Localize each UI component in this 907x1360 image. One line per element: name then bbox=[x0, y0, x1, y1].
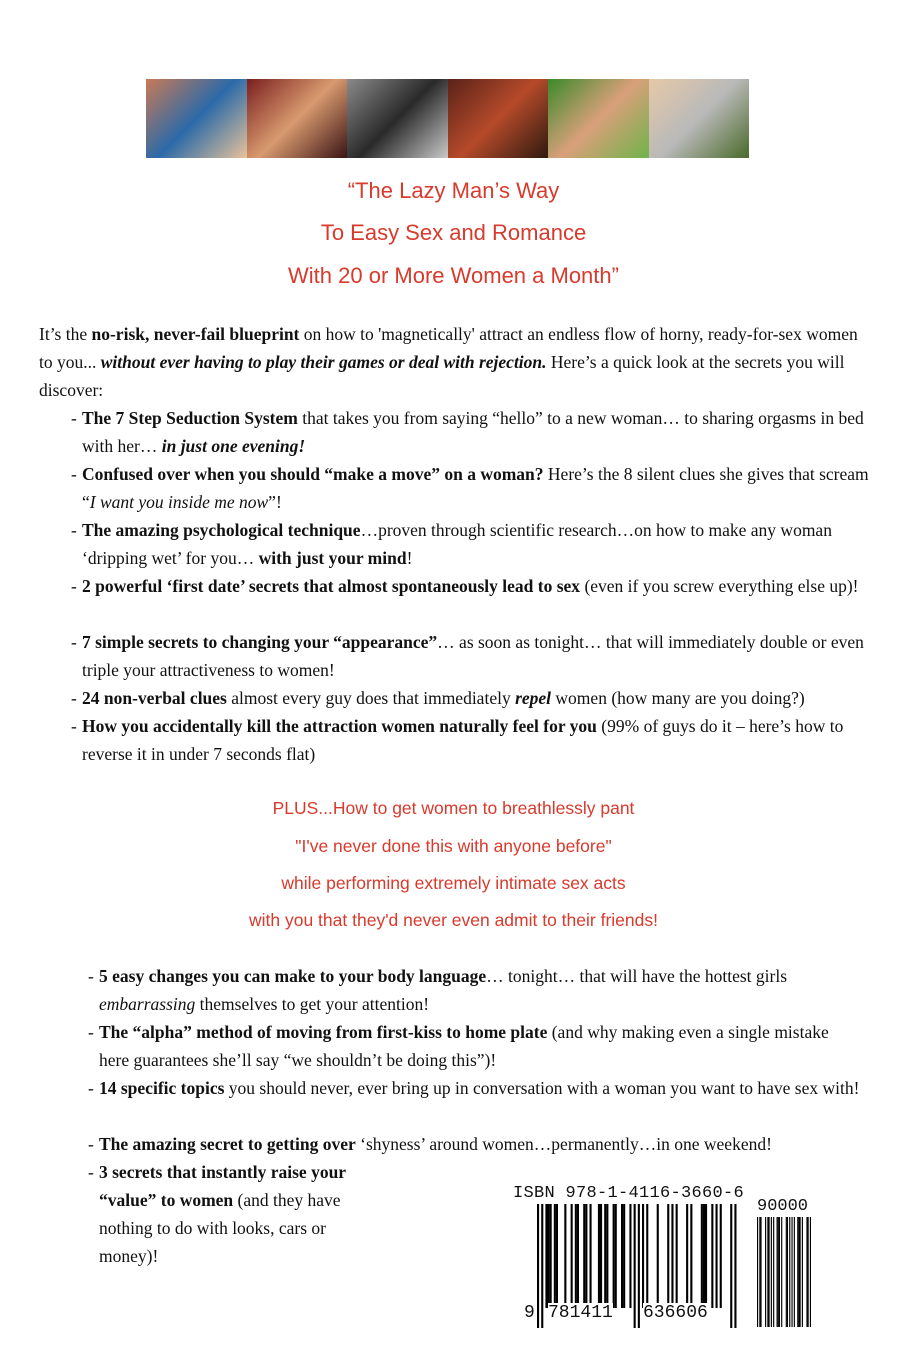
bullet-item: - Confused over when you should “make a move” on a woman? Here’s the 8 silent clues she gives that scream “I want you inside me now”! bbox=[71, 464, 869, 512]
headline-line-1: “The Lazy Man’s Way bbox=[347, 178, 560, 203]
barcode-bar bbox=[550, 1204, 552, 1308]
barcode-bar bbox=[705, 1204, 707, 1308]
barcode-bar bbox=[600, 1204, 602, 1308]
headline-line-2: To Easy Sex and Romance bbox=[320, 220, 587, 245]
barcode-bar bbox=[686, 1204, 688, 1308]
bullet-item: - The 7 Step Seduction System that takes you from saying “hello” to a new woman… to sharing orgasms in bed with her… in just one evening! bbox=[71, 408, 864, 456]
barcode-bar bbox=[571, 1204, 573, 1308]
barcode-bar bbox=[734, 1204, 736, 1328]
barcode-bar bbox=[583, 1204, 585, 1308]
barcode-bar bbox=[797, 1217, 798, 1327]
barcode-bar bbox=[779, 1217, 780, 1327]
barcode-bar bbox=[759, 1217, 760, 1327]
barcode-bar bbox=[703, 1204, 705, 1308]
bullet-item: - The amazing secret to getting over ‘shyness’ around women…permanently…in one weekend! bbox=[88, 1134, 772, 1154]
ean-digit-first: 9 bbox=[524, 1303, 535, 1323]
bullet-item: - 7 simple secrets to changing your “appearance”… as soon as tonight… that will immediately double or even triple your attractiveness to women! bbox=[71, 632, 864, 680]
barcode-bar bbox=[802, 1217, 803, 1327]
barcode-bar bbox=[590, 1204, 592, 1308]
barcode-bar bbox=[638, 1204, 640, 1328]
barcode-bar bbox=[604, 1204, 606, 1308]
barcode-bar bbox=[800, 1217, 801, 1327]
bullet-item: - 24 non-verbal clues almost every guy does that immediately repel women (how many are you doing?) bbox=[71, 688, 805, 708]
barcode-bar bbox=[541, 1204, 543, 1328]
barcode-bar bbox=[767, 1217, 768, 1327]
price-code: 90000 bbox=[757, 1197, 809, 1216]
barcode-bar bbox=[789, 1217, 790, 1327]
barcode-bar bbox=[771, 1217, 772, 1327]
plus-line-3: while performing extremely intimate sex acts bbox=[281, 873, 626, 893]
banner-photo-2 bbox=[247, 79, 348, 158]
barcode-bar bbox=[615, 1204, 617, 1308]
barcode-bar bbox=[629, 1204, 631, 1308]
barcode-bar bbox=[598, 1204, 600, 1308]
barcode-bar bbox=[657, 1204, 659, 1308]
price-barcode bbox=[757, 1217, 811, 1327]
barcode-bar bbox=[716, 1204, 718, 1308]
barcode-bar bbox=[768, 1217, 769, 1327]
barcode-bar bbox=[781, 1217, 782, 1327]
isbn-label: ISBN 978-1-4116-3660-6 bbox=[513, 1184, 745, 1203]
barcode-bar bbox=[690, 1204, 692, 1308]
banner-photo-5 bbox=[548, 79, 649, 158]
barcode-bar bbox=[791, 1217, 792, 1327]
barcode-bar bbox=[642, 1204, 644, 1308]
barcode-bar bbox=[575, 1204, 577, 1308]
ean-digits-right: 636606 bbox=[643, 1303, 708, 1323]
barcode-bar bbox=[621, 1204, 623, 1308]
bullet-item: - 2 powerful ‘first date’ secrets that almost spontaneously lead to sex (even if you screw everything else up)! bbox=[71, 576, 859, 596]
barcode-bar bbox=[777, 1217, 778, 1327]
headline-line-3: With 20 or More Women a Month” bbox=[288, 263, 619, 288]
barcode-bar bbox=[701, 1204, 703, 1308]
barcode-bar bbox=[564, 1204, 566, 1308]
barcode-bar bbox=[798, 1217, 799, 1327]
barcode-bar bbox=[773, 1217, 774, 1327]
banner-photo-3 bbox=[347, 79, 448, 158]
barcode-bar bbox=[606, 1204, 608, 1308]
barcode-bar bbox=[577, 1204, 579, 1308]
barcode-bar bbox=[810, 1217, 811, 1327]
barcode-bar bbox=[613, 1204, 615, 1308]
banner-photo-4 bbox=[448, 79, 549, 158]
bullet-item: - The amazing psychological technique…proven through scientific research…on how to make any woman ‘dripping wet’ for you… with just your mind! bbox=[71, 520, 832, 568]
bullet-item: - How you accidentally kill the attraction women naturally feel for you (99% of guys do it – here’s how to reverse it in under 7 seconds flat) bbox=[71, 716, 844, 764]
banner-image-strip bbox=[146, 79, 749, 158]
bullet-item: - 5 easy changes you can make to your body language… tonight… that will have the hottest girls embarrassing themselves to get your attention! bbox=[88, 966, 788, 1014]
bullet-item: - 3 secrets that instantly raise your “value” to women (and they have nothing to do with looks, cars or money)! bbox=[88, 1162, 346, 1266]
barcode-bar bbox=[554, 1204, 556, 1308]
intro-paragraph: It’s the no-risk, never-fail blueprint on how to 'magnetically' attract an endless flow of horny, ready-for-sex women to you... without ever having to play their games or deal with rejection. Here’s a quick look at the secrets you will discover: bbox=[39, 324, 858, 400]
barcode-bar bbox=[786, 1217, 787, 1327]
barcode-bar bbox=[765, 1217, 766, 1327]
barcode-bar bbox=[720, 1204, 722, 1308]
barcode-bar bbox=[537, 1204, 539, 1328]
barcode-bar bbox=[556, 1204, 558, 1308]
barcode-bar bbox=[667, 1204, 669, 1308]
barcode-bar bbox=[711, 1204, 713, 1308]
barcode-bar bbox=[787, 1217, 788, 1327]
barcode-bar bbox=[760, 1217, 761, 1327]
barcode-bar bbox=[545, 1204, 547, 1308]
barcode-bar bbox=[676, 1204, 678, 1308]
barcode-bar bbox=[808, 1217, 809, 1327]
barcode-bar bbox=[730, 1204, 732, 1328]
barcode-bar bbox=[585, 1204, 587, 1308]
barcode-bar bbox=[623, 1204, 625, 1308]
banner-photo-6 bbox=[649, 79, 750, 158]
plus-line-4: with you that they'd never even admit to their friends! bbox=[249, 910, 658, 930]
barcode-bar bbox=[634, 1204, 636, 1328]
barcode-bar bbox=[794, 1217, 795, 1327]
plus-line-1: PLUS...How to get women to breathlessly pant bbox=[272, 798, 635, 818]
banner-photo-1 bbox=[146, 79, 247, 158]
bullet-item: - The “alpha” method of moving from first-kiss to home plate (and why making even a single mistake here guarantees she’ll say “we shouldn’t be doing this”)! bbox=[88, 1022, 829, 1070]
plus-line-2: "I've never done this with anyone before" bbox=[295, 836, 612, 856]
barcode-bar bbox=[757, 1217, 758, 1327]
barcode-bar bbox=[646, 1204, 648, 1308]
barcode-bar bbox=[806, 1217, 807, 1327]
barcode-bar bbox=[778, 1217, 779, 1327]
ean-digits-left: 781411 bbox=[548, 1303, 613, 1323]
bullet-item: - 14 specific topics you should never, ever bring up in conversation with a woman you want to have sex with! bbox=[88, 1078, 860, 1098]
barcode-bar bbox=[671, 1204, 673, 1308]
barcode-bar bbox=[548, 1204, 550, 1308]
